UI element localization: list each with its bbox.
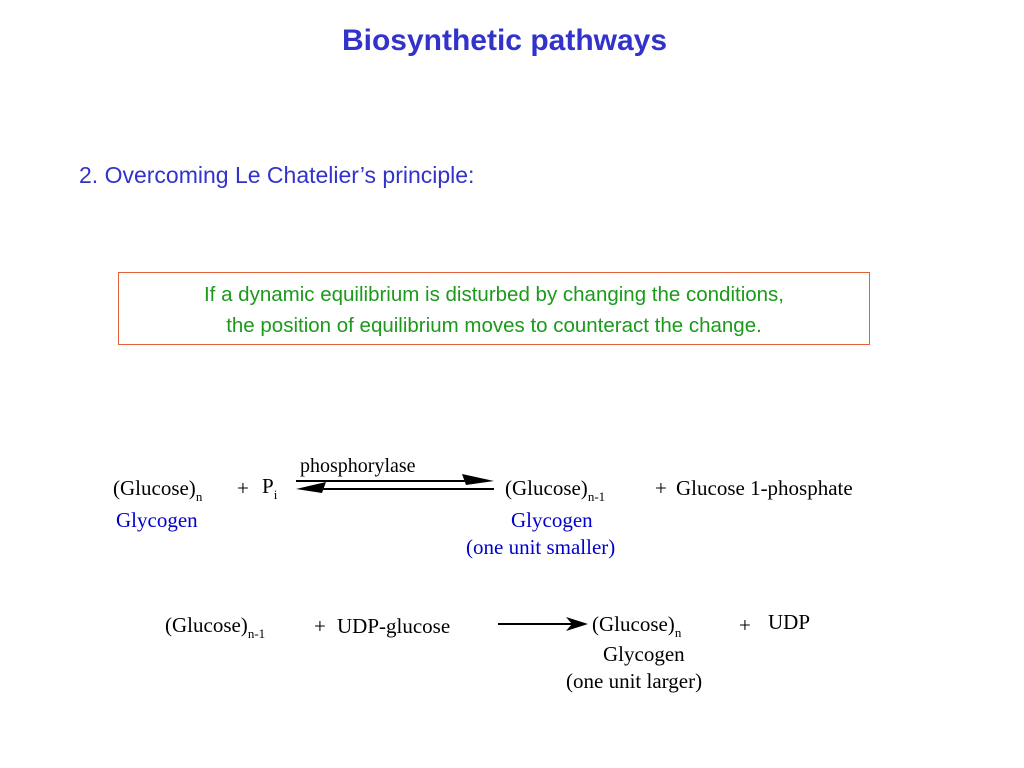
r2-reactant-glucose: (Glucose)	[165, 613, 248, 637]
r2-product-udp: UDP	[768, 610, 811, 634]
equilibrium-arrow	[296, 474, 494, 493]
slide-title: Biosynthetic pathways	[341, 24, 668, 57]
r2-product-note: (one unit larger)	[566, 669, 703, 693]
r1-product-note: (one unit smaller)	[466, 535, 616, 559]
r2-reactant-subscript: n-1	[247, 626, 266, 641]
r1-product-name: Glycogen	[511, 508, 593, 532]
r2-reactant-glucose-n-1	[165, 613, 266, 641]
r1-plus-2: +	[655, 476, 667, 500]
enzyme-label: phosphorylase	[300, 455, 416, 477]
r2-product-name: Glycogen	[603, 642, 685, 666]
r1-product-glucose: (Glucose)	[505, 476, 588, 500]
r1-reactant-pi-subscript: i	[273, 487, 278, 502]
principle-line-1: If a dynamic equilibrium is disturbed by changing the conditions,	[203, 283, 785, 306]
slide-subtitle: 2. Overcoming Le Chatelier’s principle:	[79, 162, 475, 188]
r1-reactant-p: P	[262, 474, 274, 498]
r2-plus-1: +	[314, 614, 326, 638]
r2-product-glucose-n	[592, 612, 682, 640]
r1-product-glucose-n-1	[505, 476, 606, 504]
r2-plus-2: +	[739, 613, 751, 637]
r2-reactant-udp-glucose: UDP-glucose	[337, 614, 451, 638]
r1-product-subscript: n-1	[587, 489, 606, 504]
r1-reactant-subscript: n	[195, 489, 203, 504]
r1-reactant-name: Glycogen	[116, 508, 198, 532]
r2-product-subscript: n	[674, 625, 682, 640]
r1-reactant-glucose: (Glucose)	[113, 476, 196, 500]
principle-line-2: the position of equilibrium moves to counteract the change.	[226, 314, 762, 337]
r2-product-glucose: (Glucose)	[592, 612, 675, 636]
r1-product-glucose-1-phosphate: Glucose 1-phosphate	[676, 476, 853, 500]
r1-plus-1: +	[237, 476, 249, 500]
forward-arrow	[498, 617, 588, 631]
